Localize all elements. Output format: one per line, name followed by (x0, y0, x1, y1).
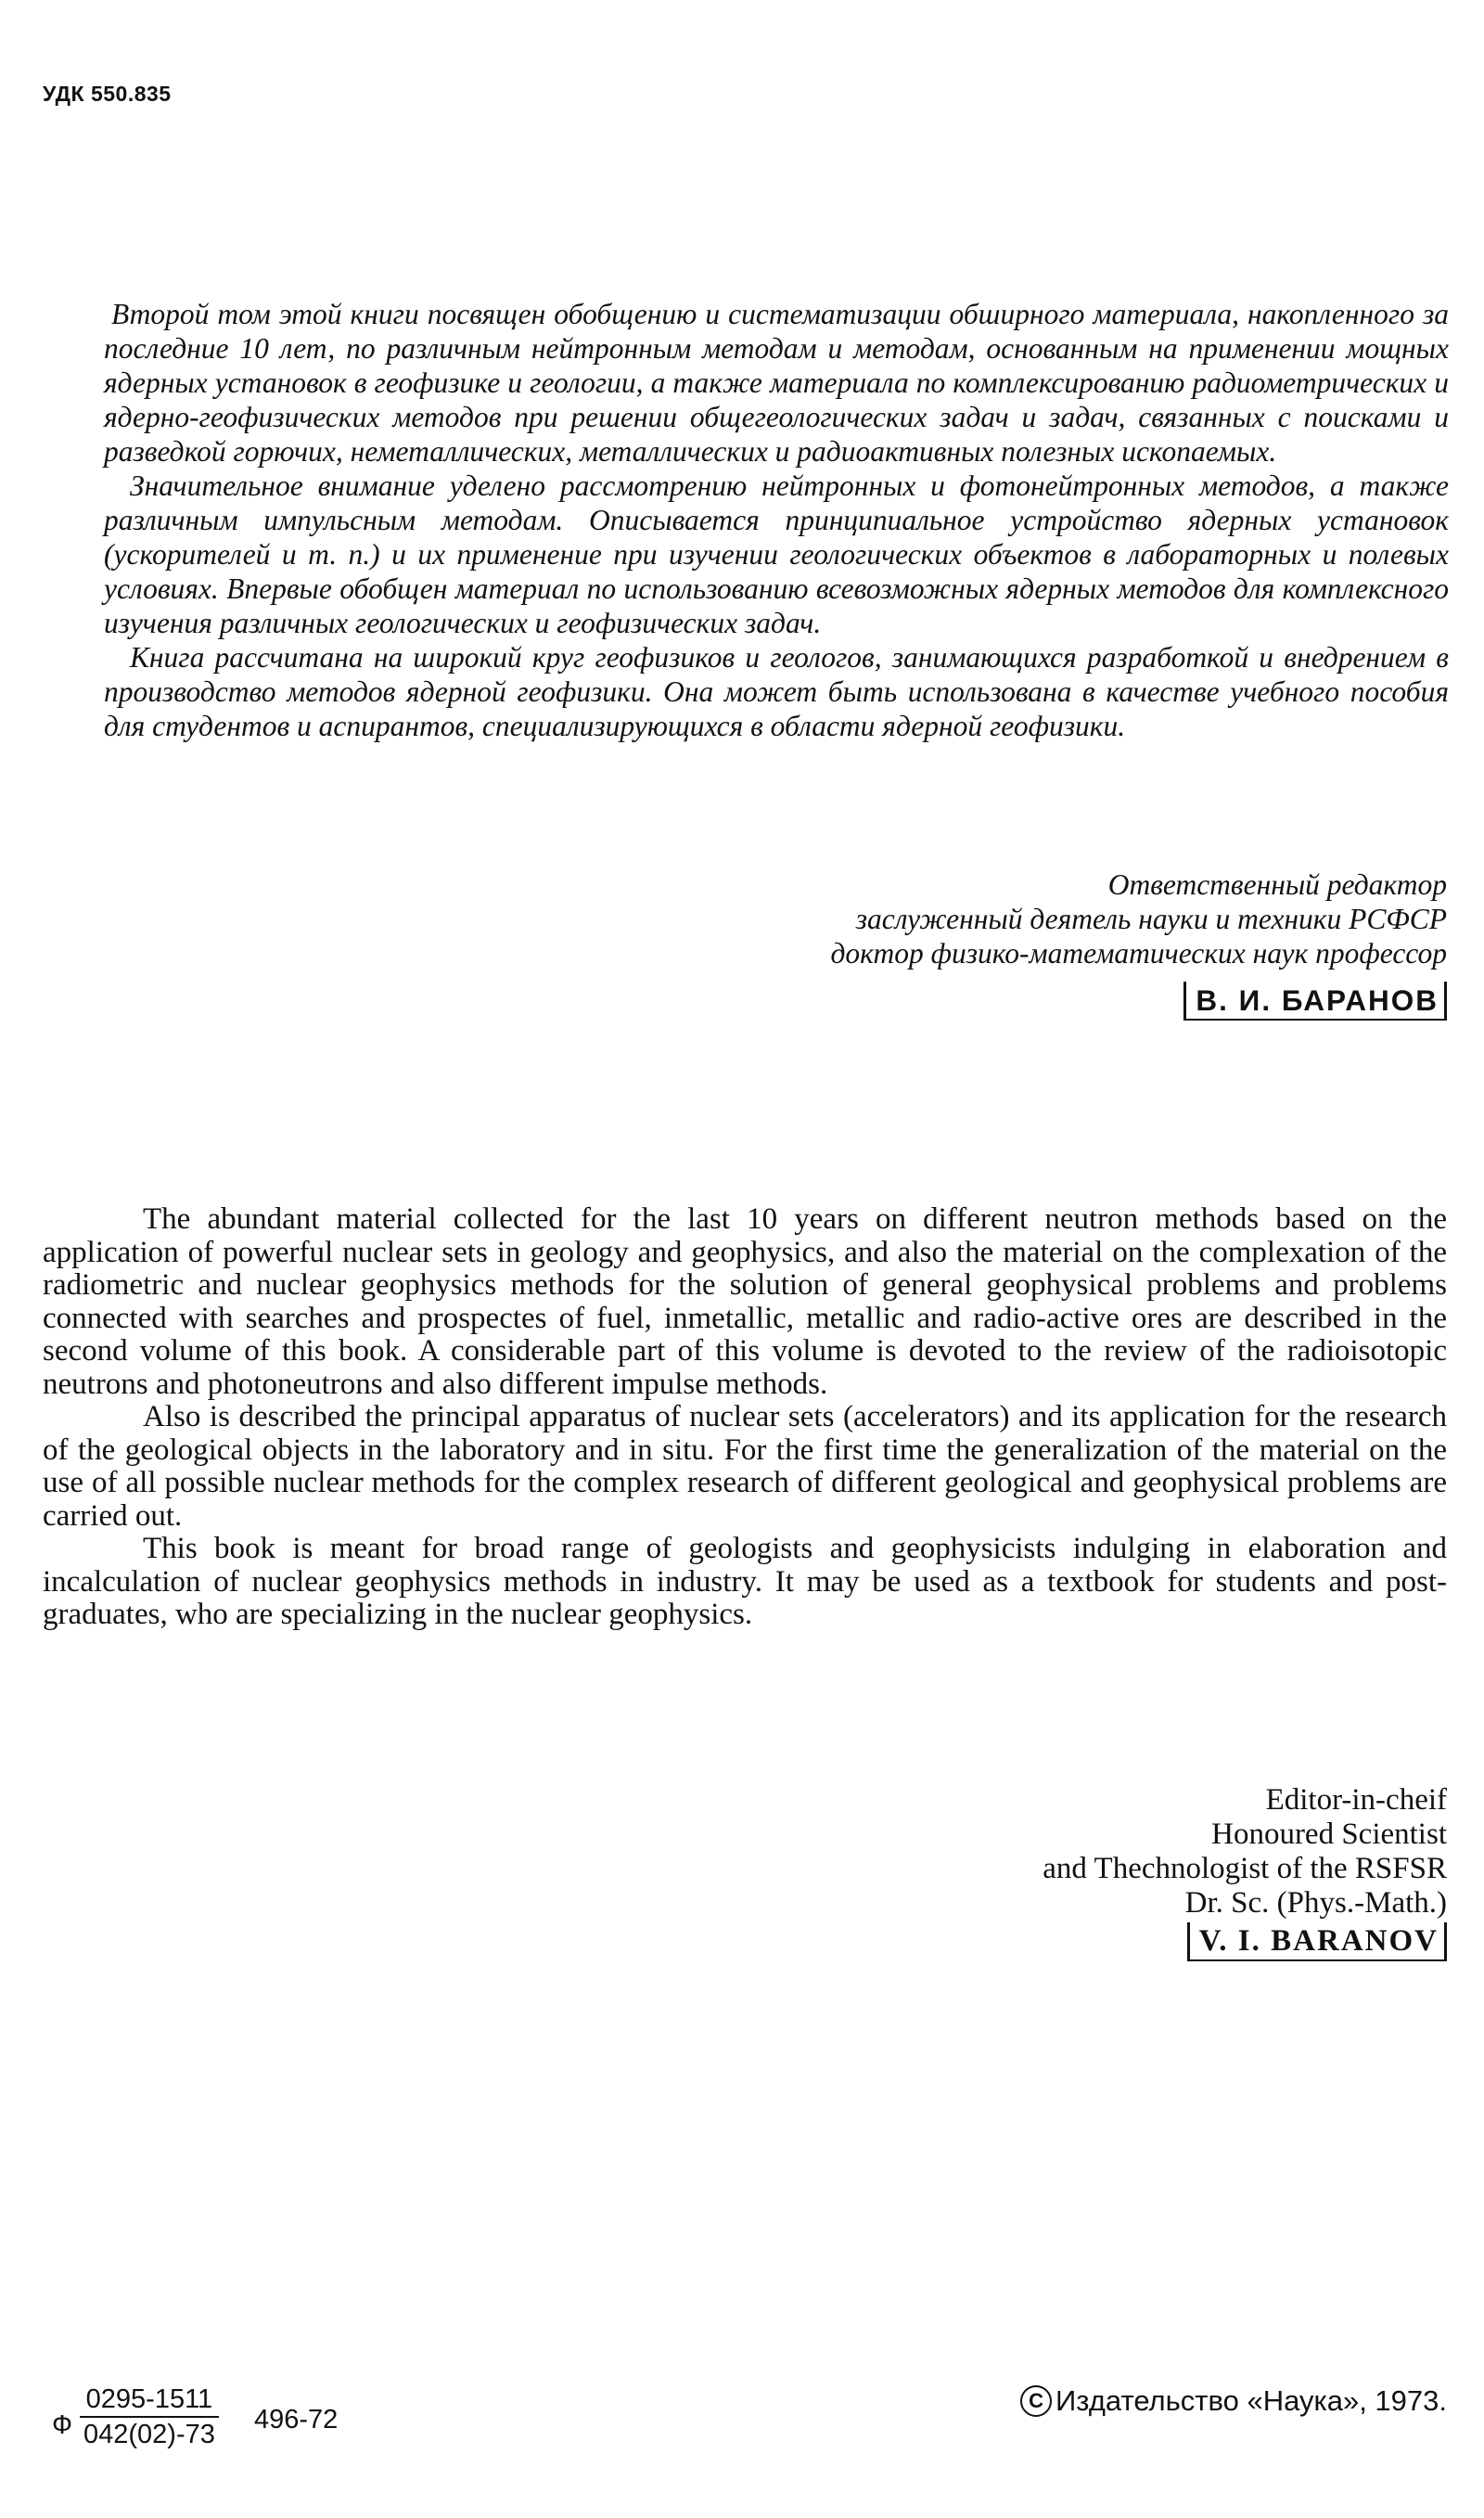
english-editor-block (1043, 1783, 1447, 1961)
catalog-fraction (80, 2383, 219, 2451)
copyright-notice (1020, 2384, 1447, 2418)
udk-code: УДК 550.835 (43, 82, 172, 106)
catalog-prefix: Ф (52, 2410, 73, 2440)
copyright-text: Издательство «Наука», 1973. (1055, 2384, 1447, 2417)
en-abstract-paragraph-2: Also is described the principal apparatus of nuclear sets (accelerators) and its application for the research of the geological objects in the laboratory and in situ. For the first time the generalization of the material on the use of all possible nuclear methods for the complex research of different geological and geophysical problems are carried out. (43, 1400, 1447, 1533)
catalog-numerator: 0295-1511 (80, 2383, 219, 2418)
en-abstract-paragraph-3: This book is meant for broad range of geologists and geophysicists indulging in elaboration and incalculation of nuclear geophysics methods in industry. It may be used as a textbook for students and post-graduates, who are specializing in the nuclear geophysics. (43, 1532, 1447, 1631)
catalog-index (43, 2383, 377, 2466)
ru-editor-degree: доктор физико-математических наук профессор (830, 937, 1447, 970)
en-abstract-paragraph-1: The abundant material collected for the last 10 years on different neutron methods based on the application of powerful nuclear sets in geology and geophysics, and also the material on the complexation of the radiometric and nuclear geophysics methods for the solution of general geophysical problems and problems connected with searches and prospectes of fuel, inmetallic, metallic and radio-active ores are described in the second volume of this book. A considerable part of this volume is devoted to the review of the radioisotopic neutrons and photoneutrons and also different impulse methods. (43, 1202, 1447, 1401)
ru-editor-name: В. И. БАРАНОВ (1183, 982, 1447, 1021)
copyright-icon: C (1020, 2385, 1052, 2417)
english-abstract (43, 1203, 1447, 1632)
catalog-denominator: 042(02)-73 (83, 2420, 215, 2449)
ru-editor-honor: заслуженный деятель науки и техники РСФСР (855, 903, 1447, 935)
russian-abstract (104, 297, 1449, 743)
en-editor-name: V. I. BARANOV (1187, 1922, 1447, 1961)
en-editor-degree: Dr. Sc. (Phys.-Math.) (1184, 1886, 1447, 1920)
ru-abstract-paragraph-3: Книга рассчитана на широкий круг геофизиков и геологов, занимающихся разработкой и внедрением в производство методов ядерной геофизики. Она может быть использована в качестве учебного пособия для студентов и аспирантов, специализирующихся в области ядерной геофизики. (104, 641, 1449, 742)
ru-abstract-paragraph-2: Значительное внимание уделено рассмотрению нейтронных и фотонейтронных методов, а также различным импульсным методам. Описывается принципиальное устройство ядерных установок (ускорителей и т. п.) и их применение при изучении геологических объектов в лабораторных и полевых условиях. Впервые обобщен материал по использованию всевозможных ядерных методов для комплексного изучения различных геологических и геофизических задач. (104, 469, 1449, 639)
catalog-suffix: 496-72 (254, 2405, 339, 2434)
ru-editor-role: Ответственный редактор (1107, 868, 1447, 901)
en-editor-honor-line-2: and Thechnologist of the RSFSR (1043, 1852, 1447, 1885)
russian-editor-block (830, 867, 1447, 1021)
ru-abstract-paragraph-1: Второй том этой книги посвящен обобщению и систематизации обширного материала, накопленного за последние 10 лет, по различным нейтронным методам и методам, основанным на применении мощных ядерных установок в геофизике и геологии, а также материала по комплексированию радиометрических и ядерно-геофизических методов при решении общегеологических задач и задач, связанных с поисками и разведкой горючих, неметаллических, металлических и радиоактивных полезных ископаемых. (104, 298, 1449, 468)
en-editor-honor-line-1: Honoured Scientist (1211, 1818, 1447, 1851)
en-editor-role: Editor-in-cheif (1265, 1783, 1447, 1817)
